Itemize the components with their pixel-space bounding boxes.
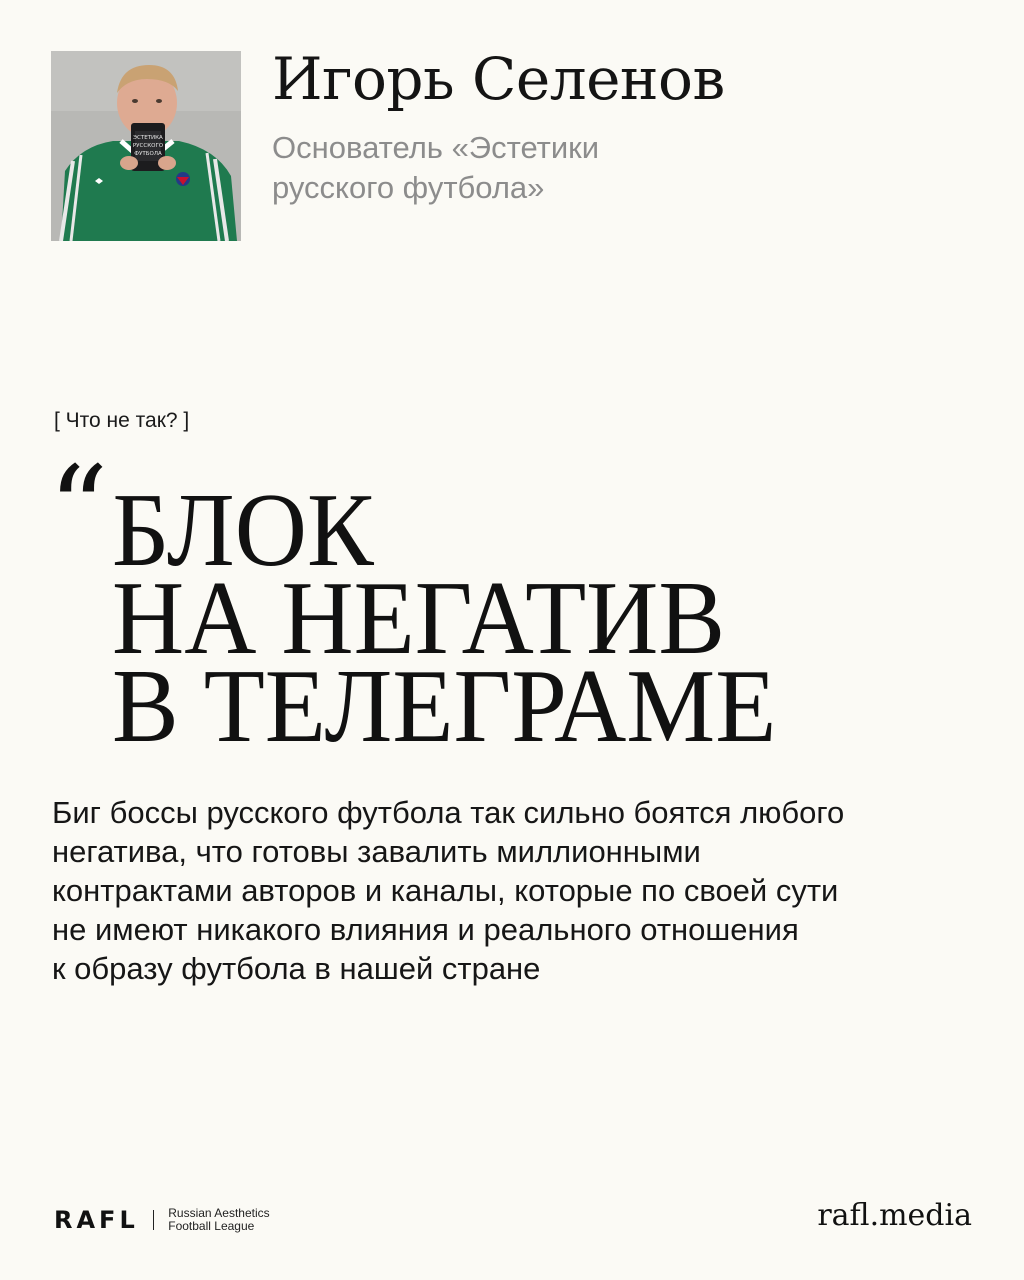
mug-text-3: ФУТБОЛА: [134, 151, 162, 157]
body-paragraph: [52, 793, 972, 988]
logo-subtitle-line: Football League: [168, 1219, 255, 1233]
author-role: [272, 128, 692, 208]
quote-headline: [112, 471, 777, 765]
body-line: Биг боссы русского футбола так сильно боятся любого: [52, 795, 845, 830]
headline-line: БЛОК: [112, 471, 374, 588]
quote-mark-icon: “: [48, 440, 109, 578]
rafl-logo: [54, 1204, 270, 1236]
author-role-line: Основатель «Эстетики: [272, 130, 600, 165]
site-link[interactable]: rafl.media: [817, 1198, 972, 1233]
body-line: контрактами авторов и каналы, которые по своей сути: [52, 873, 839, 908]
mug-text-2: РУССКОГО: [132, 143, 164, 149]
mug-text-1: ЭСТЕТИКА: [133, 135, 163, 141]
headline-line: В ТЕЛЕГРАМЕ: [112, 647, 777, 765]
profile-photo: [51, 51, 241, 241]
logo-divider: [153, 1210, 155, 1230]
body-line: не имеют никакого влияния и реального отношения: [52, 912, 799, 947]
logo-subtitle: [168, 1207, 269, 1233]
author-name: Игорь Селенов: [272, 45, 725, 113]
rafl-logo-word: RAFL: [54, 1206, 139, 1234]
body-line: к образу футбола в нашей стране: [52, 951, 541, 986]
author-role-line: русского футбола»: [272, 170, 545, 205]
logo-subtitle-line: Russian Aesthetics: [168, 1206, 270, 1220]
body-line: негатива, что готовы завалить миллионными: [52, 834, 701, 869]
headline-line: НА НЕГАТИВ: [112, 559, 726, 677]
section-tag: [ Что не так? ]: [54, 409, 190, 432]
